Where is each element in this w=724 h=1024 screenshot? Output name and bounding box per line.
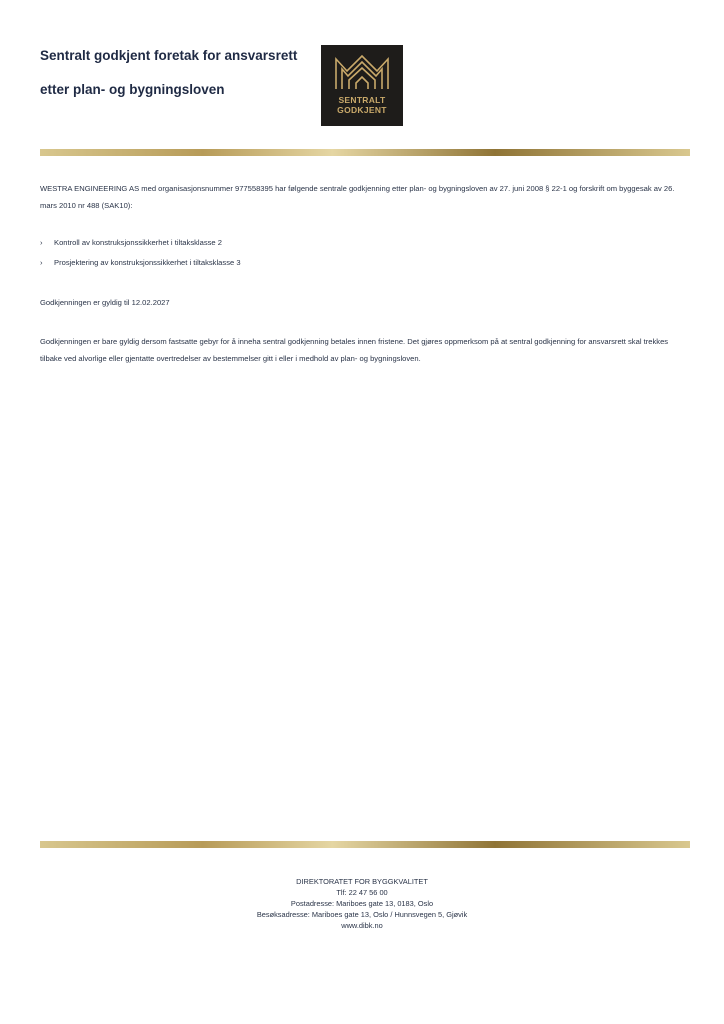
- approval-text: Prosjektering av konstruksjonssikkerhet i tiltaksklasse 3: [54, 258, 241, 267]
- approval-list-item: [40, 258, 241, 267]
- document-title-line-2: etter plan- og bygningsloven: [40, 82, 225, 97]
- validity-statement: Godkjenningen er gyldig til 12.02.2027: [40, 298, 170, 307]
- gold-divider-bottom: [40, 841, 690, 848]
- footer-visit-address: Besøksadresse: Mariboes gate 13, Oslo / Hunnsvegen 5, Gjøvik: [256, 910, 468, 919]
- crown-house-icon: [333, 53, 391, 93]
- bullet-chevron-icon: ›: [40, 258, 43, 267]
- footer-post-address: Postadresse: Mariboes gate 13, 0183, Oslo: [290, 899, 434, 908]
- document-title-line-1: Sentralt godkjent foretak for ansvarsrett: [40, 48, 298, 63]
- conditions-note: Godkjenningen er bare gyldig dersom fastsatte gebyr for å inneha sentral godkjenning betales innen fristene. Det gjøres oppmerksom på at sentral godkjenning for ansvarsrett skal trekkes tilbake ved alvorlige eller gjentatte overtredelser av bestemmelser gitt i eller i medhold av plan- og bygningsloven.: [40, 337, 669, 363]
- bullet-chevron-icon: ›: [40, 238, 43, 247]
- gold-divider-top: [40, 149, 690, 156]
- approval-list-item: [40, 238, 222, 247]
- footer-website-link[interactable]: www.dibk.no: [341, 921, 383, 930]
- sentralt-godkjent-logo: [321, 45, 403, 126]
- intro-paragraph: WESTRA ENGINEERING AS med organisasjonsnummer 977558395 har følgende sentrale godkjenning etter plan- og bygningsloven av 27. juni 2008 § 22-1 og forskrift om byggesak av 26. mars 2010 nr 488 (SAK10):: [40, 184, 675, 210]
- approval-text: Kontroll av konstruksjonssikkerhet i tiltaksklasse 2: [54, 238, 222, 247]
- footer-phone: Tlf: 22 47 56 00: [336, 888, 388, 897]
- logo-text-sentralt: SENTRALT: [338, 95, 386, 105]
- footer-organization: DIREKTORATET FOR BYGGKVALITET: [296, 877, 428, 886]
- logo-text-godkjent: GODKJENT: [337, 105, 387, 115]
